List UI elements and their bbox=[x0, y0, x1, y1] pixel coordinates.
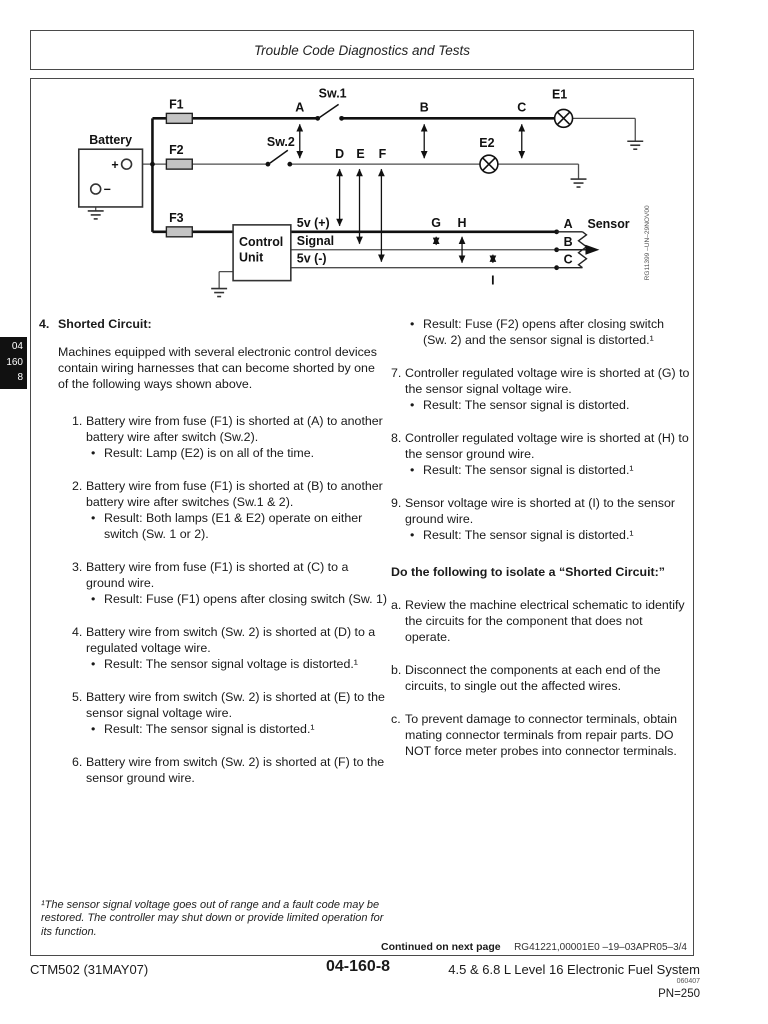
control-unit-label: Unit bbox=[239, 250, 264, 265]
list-item-continuation bbox=[391, 316, 691, 348]
right-column bbox=[391, 316, 691, 803]
step-item bbox=[391, 597, 691, 645]
list-item-text: Battery wire from switch (Sw. 2) is shorted at (F) to the sensor ground wire. bbox=[86, 755, 385, 785]
list-item-text: Controller regulated voltage wire is shorted at (G) to the sensor signal voltage wire. bbox=[405, 366, 690, 396]
result-bullet bbox=[91, 721, 388, 737]
lamp-e1-icon bbox=[555, 109, 573, 127]
list-item-text: Battery wire from switch (Sw. 2) is shorted at (E) to the sensor signal voltage wire. bbox=[86, 690, 385, 720]
circuit-diagram bbox=[31, 79, 692, 314]
sensor-term-b-label: B bbox=[563, 234, 573, 249]
figure-ref-label: RG11399 –UN–29NOV00 bbox=[644, 205, 652, 281]
list-item bbox=[72, 689, 388, 737]
list-item-number: 3. bbox=[72, 560, 83, 574]
bullet-marker: • bbox=[91, 722, 96, 736]
result-bullet bbox=[91, 591, 388, 607]
list-item-text: Battery wire from switch (Sw. 2) is shorted at (D) to a regulated voltage wire. bbox=[86, 625, 376, 655]
result-text: Result: Fuse (F1) opens after closing switch (Sw. 1) bbox=[104, 592, 388, 606]
fuse-f1-label: F1 bbox=[169, 97, 184, 112]
bullet-marker: • bbox=[410, 463, 415, 477]
step-text: Disconnect the components at each end of the circuits, to single out the affected wires. bbox=[405, 663, 661, 693]
page-number: 04-160-8 bbox=[326, 958, 391, 975]
manual-title: 4.5 & 6.8 L Level 16 Electronic Fuel System bbox=[448, 962, 700, 977]
result-text: Result: The sensor signal is distorted.¹ bbox=[423, 528, 634, 542]
section-heading bbox=[39, 316, 388, 332]
result-text: Result: The sensor signal is distorted. bbox=[423, 398, 630, 412]
step-text: Review the machine electrical schematic to identify the circuits for the component that does not operate. bbox=[405, 598, 685, 644]
step-item bbox=[391, 711, 691, 759]
bullet-marker: • bbox=[91, 592, 96, 606]
content-box bbox=[30, 78, 694, 956]
result-text: Result: The sensor signal is distorted.¹ bbox=[423, 463, 634, 477]
wire-signal-label: Signal bbox=[296, 233, 335, 248]
page-header-title: Trouble Code Diagnostics and Tests bbox=[253, 42, 471, 58]
body-text bbox=[39, 316, 691, 803]
result-text: Result: The sensor signal is distorted.¹ bbox=[104, 722, 315, 736]
battery-label: Battery bbox=[89, 133, 133, 148]
step-letter: c. bbox=[391, 712, 401, 726]
pn-number: PN=250 bbox=[658, 988, 700, 1000]
page-footer bbox=[30, 958, 700, 1018]
point-i-label: I bbox=[491, 273, 495, 288]
control-unit-box bbox=[233, 225, 291, 281]
fuse-f2-icon bbox=[166, 159, 192, 169]
fuse-f3-icon bbox=[166, 227, 192, 237]
bullet-marker: • bbox=[91, 657, 96, 671]
point-e-label: E bbox=[356, 147, 365, 162]
lamp-e2-label: E2 bbox=[479, 136, 495, 151]
continued-row bbox=[31, 940, 693, 953]
manual-number: CTM502 (31MAY07) bbox=[30, 962, 149, 977]
ground-icon bbox=[571, 179, 587, 187]
sensor-term-c-label: C bbox=[563, 252, 573, 267]
switch-sw1-icon bbox=[320, 104, 339, 117]
running-header bbox=[30, 30, 694, 70]
step-letter: a. bbox=[391, 598, 402, 612]
junction-dots bbox=[150, 116, 559, 270]
result-bullet bbox=[410, 316, 691, 348]
wire-5v-plus-label: 5v (+) bbox=[296, 215, 330, 230]
footnote: ¹The sensor signal voltage goes out of range and a fault code may be restored. The controller may shut down or provide limited operation for its function. bbox=[41, 898, 384, 938]
sensor-label: Sensor bbox=[587, 216, 630, 231]
list-item bbox=[72, 413, 388, 461]
wire-5v-minus-label: 5v (-) bbox=[296, 251, 327, 266]
battery-minus-label: − bbox=[103, 182, 111, 197]
result-text: Result: Fuse (F2) opens after closing switch (Sw. 2) and the sensor signal is distorted.¹ bbox=[423, 317, 665, 347]
section-heading-text: Shorted Circuit: bbox=[58, 317, 152, 331]
result-bullet bbox=[91, 510, 388, 542]
list-item-number: 7. bbox=[391, 366, 402, 380]
point-a-label: A bbox=[295, 100, 305, 115]
result-bullet bbox=[91, 445, 388, 461]
bullet-marker: • bbox=[410, 528, 415, 542]
result-bullet bbox=[410, 397, 691, 413]
result-bullet bbox=[410, 527, 691, 543]
point-h-label: H bbox=[457, 215, 467, 230]
list-item-text: Sensor voltage wire is shorted at (I) to the sensor ground wire. bbox=[405, 496, 675, 526]
list-item bbox=[72, 478, 388, 542]
point-f-label: F bbox=[378, 147, 387, 162]
bullet-marker: • bbox=[410, 398, 415, 412]
fuse-f2-label: F2 bbox=[169, 143, 184, 158]
list-item-text: Battery wire from fuse (F1) is shorted at (A) to another battery wire after switch (Sw.2). bbox=[86, 414, 383, 444]
section-heading-number: 4. bbox=[39, 317, 50, 331]
result-bullet bbox=[410, 462, 691, 478]
section-tab-line: 160 bbox=[6, 356, 23, 368]
switch-sw2-label: Sw.2 bbox=[266, 135, 295, 150]
battery-plus-label: + bbox=[111, 158, 119, 173]
step-item bbox=[391, 662, 691, 694]
point-g-label: G bbox=[431, 215, 442, 230]
point-c-label: C bbox=[517, 100, 527, 115]
print-date-code: 060407 bbox=[676, 978, 700, 985]
result-text: Result: Both lamps (E1 & E2) operate on either switch (Sw. 1 or 2). bbox=[104, 511, 363, 541]
list-item-text: Battery wire from fuse (F1) is shorted at (B) to another battery wire after switches (Sw.1 & 2). bbox=[86, 479, 383, 509]
list-item-number: 5. bbox=[72, 690, 83, 704]
list-item bbox=[391, 495, 691, 543]
battery-voltage-wires bbox=[152, 118, 556, 231]
point-d-label: D bbox=[335, 147, 345, 162]
list-item-number: 9. bbox=[391, 496, 402, 510]
result-text: Result: The sensor signal voltage is distorted.¹ bbox=[104, 657, 358, 671]
result-bullet bbox=[91, 656, 388, 672]
isolate-subheading: Do the following to isolate a “Shorted Circuit:” bbox=[391, 565, 665, 579]
control-unit-label: Control bbox=[239, 234, 284, 249]
battery-symbol bbox=[79, 149, 143, 207]
list-item bbox=[72, 559, 388, 607]
section-tab bbox=[0, 337, 27, 389]
bullet-marker: • bbox=[410, 317, 415, 331]
step-letter: b. bbox=[391, 663, 402, 677]
list-item-number: 1. bbox=[72, 414, 83, 428]
switch-sw1-label: Sw.1 bbox=[318, 86, 347, 101]
list-item-text: Battery wire from fuse (F1) is shorted at (C) to a ground wire. bbox=[86, 560, 349, 590]
result-text: Result: Lamp (E2) is on all of the time. bbox=[104, 446, 315, 460]
section-tab-line: 04 bbox=[11, 341, 23, 352]
fuse-f3-label: F3 bbox=[169, 210, 184, 225]
ground-icon bbox=[88, 211, 104, 219]
document-reference: RG41221,00001E0 –19–03APR05–3/4 bbox=[514, 942, 687, 953]
point-b-label: B bbox=[419, 100, 429, 115]
list-item bbox=[391, 365, 691, 413]
list-item-text: Controller regulated voltage wire is shorted at (H) to the sensor ground wire. bbox=[405, 431, 689, 461]
list-item bbox=[72, 754, 388, 786]
ground-icon bbox=[627, 141, 643, 149]
step-text: To prevent damage to connector terminals, obtain mating connector terminals from repair parts. DO NOT force meter probes into connector terminals. bbox=[405, 712, 678, 758]
bullet-marker: • bbox=[91, 511, 96, 525]
lamp-e2-icon bbox=[480, 155, 498, 173]
list-item-number: 8. bbox=[391, 431, 402, 445]
bullet-marker: • bbox=[91, 446, 96, 460]
list-item-number: 4. bbox=[72, 625, 83, 639]
sensor-wiper-arrow bbox=[585, 245, 599, 255]
list-item bbox=[72, 624, 388, 672]
switch-sw2-icon bbox=[270, 150, 288, 163]
list-item bbox=[391, 430, 691, 478]
section-tab-line: 8 bbox=[17, 372, 23, 383]
left-column bbox=[39, 316, 388, 803]
lamp-e1-label: E1 bbox=[551, 87, 568, 102]
list-item-number: 2. bbox=[72, 479, 83, 493]
intro-paragraph: Machines equipped with several electronic control devices contain wiring harnesses that can become shorted by one of the following ways shown above. bbox=[58, 345, 377, 391]
continued-on-next-page: Continued on next page bbox=[381, 941, 501, 953]
fuse-f1-icon bbox=[166, 113, 192, 123]
ground-icon bbox=[211, 289, 227, 297]
sensor-term-a-label: A bbox=[563, 216, 573, 231]
list-item-number: 6. bbox=[72, 755, 83, 769]
